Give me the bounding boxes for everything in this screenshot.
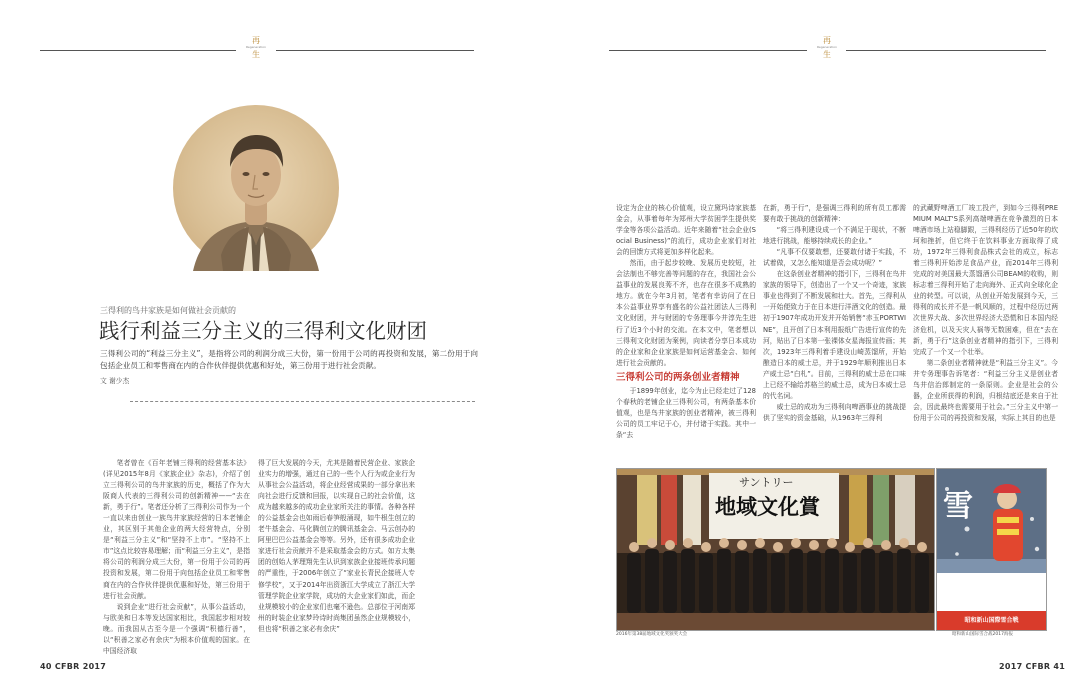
banner-text-line1: サントリー: [739, 476, 794, 489]
lead-separator: [130, 401, 475, 402]
logo-en: Regeneration: [816, 45, 838, 49]
folio-left: 40 CFBR 2017: [40, 662, 107, 671]
section-logo: [815, 36, 839, 59]
yukigassen-poster: [936, 468, 1047, 631]
folio-right: 2017 CFBR 41: [999, 662, 1066, 671]
body-column-4: [763, 203, 906, 465]
paragraph: 然而，由于起步较晚、发展历史较短，社会法制也不够完善等问题的存在，我国社会公益事业的发展良莠不齐，也存在很多不成熟的地方。就在今年3月初，笔者有幸访问了在日本公益事业界享有盛名的公益社团法人三得利文化财团，并与财团的专务理事今井淳先生进行了近3个小时的交流。在本文中，笔者想以三得利文化财团为案例，向读者分享日本成功的企业家和企业家族是如何运营基金会、如何进行社会贡献的。: [616, 259, 756, 367]
logo-char-top: 再: [252, 36, 260, 45]
body-column-5: [913, 203, 1058, 465]
header-rule-left: [40, 50, 236, 51]
paragraph: 笔者曾在《百年老铺三得利的经营基本法》(详见2015年8月《家族企业》杂志)，介绍了创立三得利公司的鸟井家族的历史，概括了作为大阪商人代表的三得利公司的创新精神——“去在新，勇于行”。笔者还分析了三得利公司作为一个一直以来由创业一族鸟井家族经营的日本老铺企业，其区别于其他企业的两大经营特点，分别是“利益三分主义”和“坚持不上市”。“坚持不上市”这点比较容易理解；而“利益三分主义”，是指将公司的利润分成三大份，第一份用于公司的再投资和发展，第二份用于向包括企业员工和零售商在内的合作伙伴提供优惠和好处，第三份用于进行社会贡献。: [103, 459, 250, 600]
paragraph: 在新，勇于行”，是强调三得利的所有员工都需要有敢于挑战的创新精神：: [763, 204, 906, 224]
header-rule-right: [276, 50, 474, 51]
banner-text-line2: 地域文化賞: [715, 494, 820, 519]
header-rule-right: [846, 50, 1046, 51]
paragraph: 在这条创业者精神的指引下，三得利在鸟井家族的领导下，创造出了一个又一个奇迹，家族事业也得到了不断发展和壮大。首先，三得利从一开始便致力于在日本进行洋酒文化的创造。最初于1907年成功开发并开始销售“赤玉PORTWINE”，且开创了日本利用报纸广告进行宣传的先河，贴出了日本第一张裸体女星海报宣传画；其次，1923年三得利着手建设山崎蒸馏所，开始酿造日本的威士忌，并于1929年顺利推出日本产威士忌“白札”。目前，三得利的威士忌在口味上已经不输给苏格兰的威士忌，成为日本威士忌的代名词。: [763, 270, 906, 400]
header-rule-left: [609, 50, 807, 51]
quote: “凡事不仅要敢想，还要敢付诸于实践，不试着做，又怎么能知道是否会成功呢？”: [763, 248, 906, 268]
kicker: 三得利的鸟井家族是如何做社会贡献的: [100, 306, 236, 315]
logo-char-top: 再: [823, 36, 831, 45]
poster-subtitle: 昭和新山国際雪合戦: [964, 617, 1019, 624]
photo2-caption: 昭和新山国际雪合战2017海报: [952, 632, 1013, 637]
section-logo: [244, 36, 268, 59]
body-column-2: [258, 458, 415, 648]
photo1-caption: 2016年第38届地域文化奖颁奖大会: [616, 632, 688, 637]
article-title: 践行利益三分主义的三得利文化财团: [99, 319, 427, 343]
quote: “将三得利建设成一个不满足于现状，不断地进行挑战，能够持续成长的企业。”: [763, 226, 906, 246]
body-column-1: [103, 458, 250, 655]
award-ceremony-photo: [616, 468, 935, 631]
paragraph: 说到企业“进行社会贡献”，从事公益活动，与欧美和日本等发达国家相比，我国起步相对较晚。而我国从古至今是一个强调“积德行善”，以“积善之家必有余庆”为根本价值观的国家。在中国经济取: [103, 602, 250, 655]
paragraph: 于1899年创业，迄今为止已经走过了128个春秋的老铺企业三得利公司，有两条基本价值观，也是鸟井家族的创业者精神，被三得利公司的员工牢记于心，并付诸于实践。其中一条“去: [616, 386, 756, 439]
portrait-figure: [173, 105, 339, 271]
paragraph: 设定为企业的核心价值观，设立黛玛诗家族基金会，从事着每年为郑州大学贫困学生提供奖学金等各项公益活动。近年来随着“社会企业(Social Business)”的流行，成功企业家们对社会的回馈方式将更加多样化起来。: [616, 204, 756, 257]
poster-title: 雪: [943, 489, 973, 524]
right-page: [543, 0, 1086, 696]
paragraph: 得了巨大发展的今天，尤其是随着民营企业、家族企业实力的增强，通过自己的一些个人行为或企业行为从事社会公益活动，将企业经营成果的一部分拿出来向社会进行反馈和回报，以实现自己的社会价值，这成为越来越多的成功企业家所关注的事情。各种各样的公益基金会也如雨后春笋般涌现，如牛根生创立的老牛基金会、马化腾创立的腾讯基金会、马云创办的阿里巴巴公益基金会等等。另外，还有很多成功企业家进行社会贡献并不是采取基金会的方式。如方太集团的创始人茅理翔先生认识到家族企业接班传承问题的严重性，于2006年创立了“家业长青民企接班人专修学校”，又于2014年出资浙江大学成立了浙江大学管理学院企业家学院，成功的大企业家们如此，而企业规模较小的企业家们也毫不逊色。总部位于河南郑州的时装企业家梦玲诗时尚集团虽然企业规模较小，但也将“积善之家必有余庆”: [258, 459, 415, 633]
paragraph: 威士忌的成功为三得利向啤酒事业的挑战提供了坚实的资金基础，从1963年三得利: [763, 402, 906, 422]
section-heading: 三得利公司的两条创业者精神: [616, 371, 740, 383]
logo-char-bottom: 生: [252, 50, 260, 59]
logo-en: Regeneration: [245, 45, 267, 49]
body-column-3: [616, 203, 756, 465]
founder-portrait: [173, 105, 339, 271]
paragraph: 的武藏野啤酒工厂竣工投产，到如今三得利PREMIUM MALT'S系列高端啤酒在竞争激烈的日本啤酒市场上站稳脚跟，三得利经历了近50年的坎坷和挫折，但它终于在饮料事业方面取得了成功，1972年三得利食品株式会社的成立，标志着三得利开始涉足食品产业，而2014年三得利完成的对美国最大蒸馏酒公司BEAM的收购，则标志着三得利开始了走向海外、正式向全球化企业的转型。可以说，从创业开始发展到今天，三得利的成长并不是一帆风顺的，过程中经历过两次世界大战、多次世界经济大恐慌和日本国内经济危机，以及天灾人祸等无数困难，但在“去在新，勇于行”这条创业者精神的指引下，三得利完成了一个又一个壮举。: [913, 204, 1058, 356]
paragraph: 第二条创业者精神就是“利益三分主义”。今井专务理事告诉笔者：“利益三分主义是创业者鸟井信治郎制定的一条原则。企业是社会的公器，企业所获得的利润，归根结底还是来自于社会，因此最终也需要用于社会。”三分主义中第一份用于公司的再投资和发展，实际上其目的也是: [913, 358, 1058, 422]
byline: 文 谢少杰: [100, 377, 130, 385]
lead-paragraph: 三得利公司的“利益三分主义”，是指将公司的利润分成三大份，第一份用于公司的再投资和发展，第二份用于向包括企业员工和零售商在内的合作伙伴提供优惠和好处，第三份用于进行社会贡献。: [100, 349, 478, 370]
logo-char-bottom: 生: [823, 50, 831, 59]
